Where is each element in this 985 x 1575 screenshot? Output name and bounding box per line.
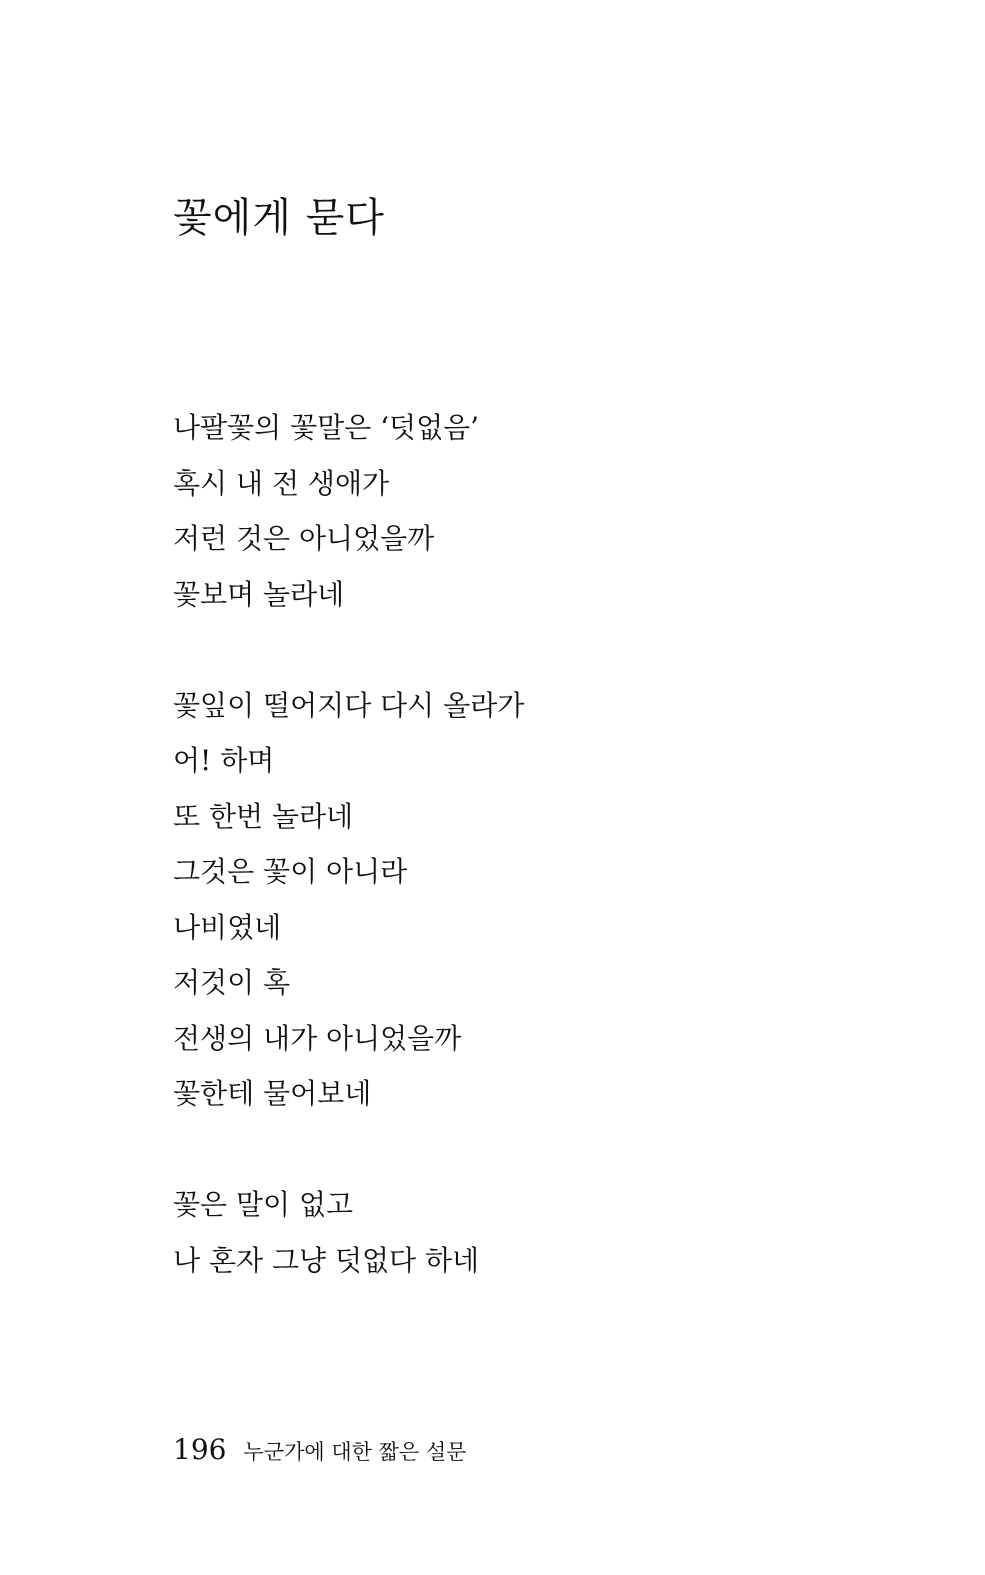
poem-line: 꽃잎이 떨어지다 다시 올라가 xyxy=(173,688,525,722)
poem-title: 꽃에게 묻다 xyxy=(173,195,385,241)
poem-line: 혹시 내 전 생애가 xyxy=(173,466,390,500)
poem-line: 저런 것은 아니었을까 xyxy=(173,522,435,555)
poem-line: 꽃보며 놀라네 xyxy=(173,577,345,611)
page-number: 196 xyxy=(173,1433,227,1466)
poem-line: 나 혼자 그냥 덧없다 하네 xyxy=(173,1243,480,1277)
stanza-3 xyxy=(173,1177,873,1288)
poem-line: 나팔꽃의 꽃말은 ‘덧없음’ xyxy=(173,411,480,444)
poem-line: 꽃한테 물어보네 xyxy=(173,1077,372,1110)
poem-line: 전생의 내가 아니었을까 xyxy=(173,1021,462,1055)
poem-line: 그것은 꽃이 아니라 xyxy=(173,855,408,888)
poem-line: 저것이 혹 xyxy=(173,966,291,999)
poem-body xyxy=(173,400,873,1344)
poem-line: 어! 하며 xyxy=(173,744,275,777)
poem-line: 나비였네 xyxy=(173,910,282,944)
page-footer xyxy=(173,1428,466,1476)
stanza-1 xyxy=(173,400,873,622)
stanza-2 xyxy=(173,678,873,1122)
running-head-book-title: 누군가에 대한 짧은 설문 xyxy=(243,1440,467,1464)
poem-line: 또 한번 놀라네 xyxy=(173,799,354,833)
poem-line: 꽃은 말이 없고 xyxy=(173,1188,354,1221)
